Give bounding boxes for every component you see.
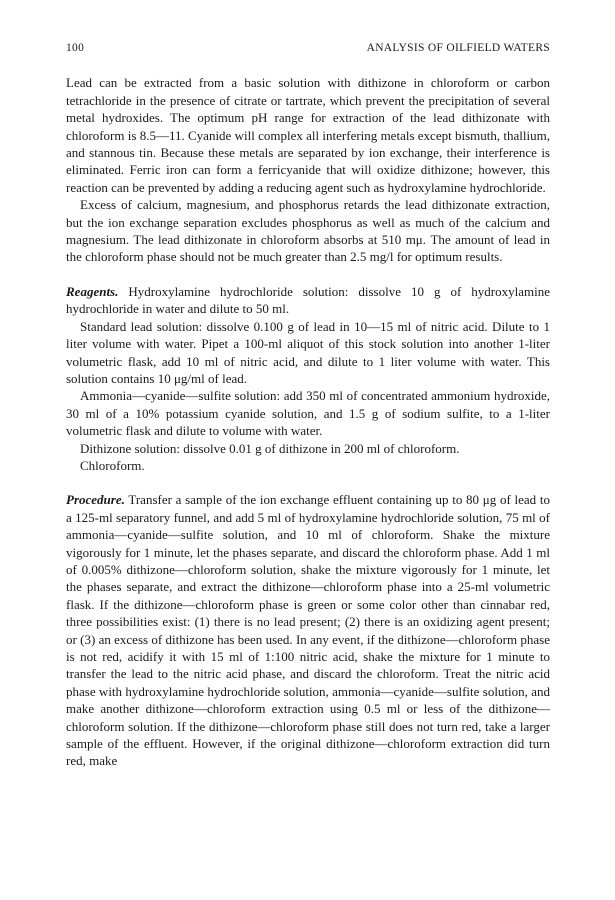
reagent-chloroform: Chloroform.: [80, 457, 145, 473]
procedure-heading: Procedure.: [66, 492, 125, 508]
book-page: [66, 40, 550, 770]
running-title: ANALYSIS OF OILFIELD WATERS: [366, 42, 550, 54]
procedure-text: Transfer a sample of the ion exchange effluent containing up to 80 μg of lead to a 125-ml separatory funnel, and add 5 ml of hydroxylamine hydrochloride solution, 75 ml of ammonia—cyanide—sulfite solution, and 10 ml of chloroform. Shake the mixture vigorously for 1 minute, let the phases separate, and discard the chloroform phase. Add 1 ml of 0.005% dithizone—chloroform solution, shake the mixture vigorously for 1 minute, let the phases separate, and extract the dithizone—chloroform phase into a 25-ml volumetric flask. If the dithizone—chloroform phase is green or some color other than cinnabar red, three possibilities exist: (1) there is no lead present; (2) there is an oxidizing agent present; or (3) an excess of dithizone has been used. In any event, if the dithizone—chloroform phase is not red, acidify it with 15 ml of 1:100 nitric acid, shake the mixture for 1 minute to transfer the lead to the nitric acid phase, and discard the chloroform. Treat the nitric acid phase with hydroxylamine hydrochloride solution, ammonia—cyanide—sulfite solution, and make another dithizone—chloroform extraction using 0.5 ml or less of the dithizone—chloroform solution. If the dithizone—chloroform phase still does not turn red, take a larger sample of the effluent. However, if the original dithizone—chloroform extraction did turn red, make: [66, 492, 551, 769]
reagent-hydroxylamine: Hydroxylamine hydrochloride solution: dissolve 10 g of hydroxylamine hydrochloride in water and dilute to 50 ml.: [66, 283, 551, 317]
intro-paragraph-2: Excess of calcium, magnesium, and phosphorus retards the lead dithizonate extraction, but the ion exchange separation excludes phosphorus as well as much of the calcium and magnesium. The lead dithizonate in chloroform absorbs at 510 mμ. The amount of lead in the chloroform phase should not be much greater than 2.5 mg/l for optimum results.: [66, 197, 550, 265]
reagents-heading: Reagents.: [66, 283, 119, 299]
intro-paragraph-1: Lead can be extracted from a basic solution with dithizone in chloroform or carbon tetrachloride in the presence of citrate or tartrate, which prevent the precipitation of several metal hydroxides. The optimum pH range for extraction of the lead dithizonate with chloroform is 8.5—11. Cyanide will complex all interfering metals except bismuth, thallium, and stannous tin. Because these metals are separated by ion exchange, their interference is eliminated. Ferric iron can form a ferricyanide that will oxidize dithizone; however, this reaction can be prevented by adding a reducing agent such as hydroxylamine hydrochloride.: [66, 75, 550, 195]
procedure-paragraph: [66, 491, 550, 770]
reagent-dithizone: Dithizone solution: dissolve 0.01 g of dithizone in 200 ml of chloroform.: [80, 440, 460, 456]
reagents-paragraph: [66, 283, 550, 318]
page-number: 100: [66, 42, 85, 54]
reagent-ammonia-cyanide-sulfite: Ammonia—cyanide—sulfite solution: add 350 ml of concentrated ammonium hydroxide, 30 ml of a 10% potassium cyanide solution, and 1.5 g of sodium sulfite, to a 1-liter volumetric flask and dilute to volume with water.: [66, 388, 550, 439]
running-header: [66, 40, 550, 57]
reagent-standard-lead: Standard lead solution: dissolve 0.100 g of lead in 10—15 ml of nitric acid. Dilute to 1 liter volume with water. Pipet a 100-ml aliquot of this stock solution into another 1-liter volumetric flask, add 10 ml of nitric acid, and dilute to 1 liter volume with water. This solution contains 10 μg/ml of lead.: [66, 318, 550, 386]
